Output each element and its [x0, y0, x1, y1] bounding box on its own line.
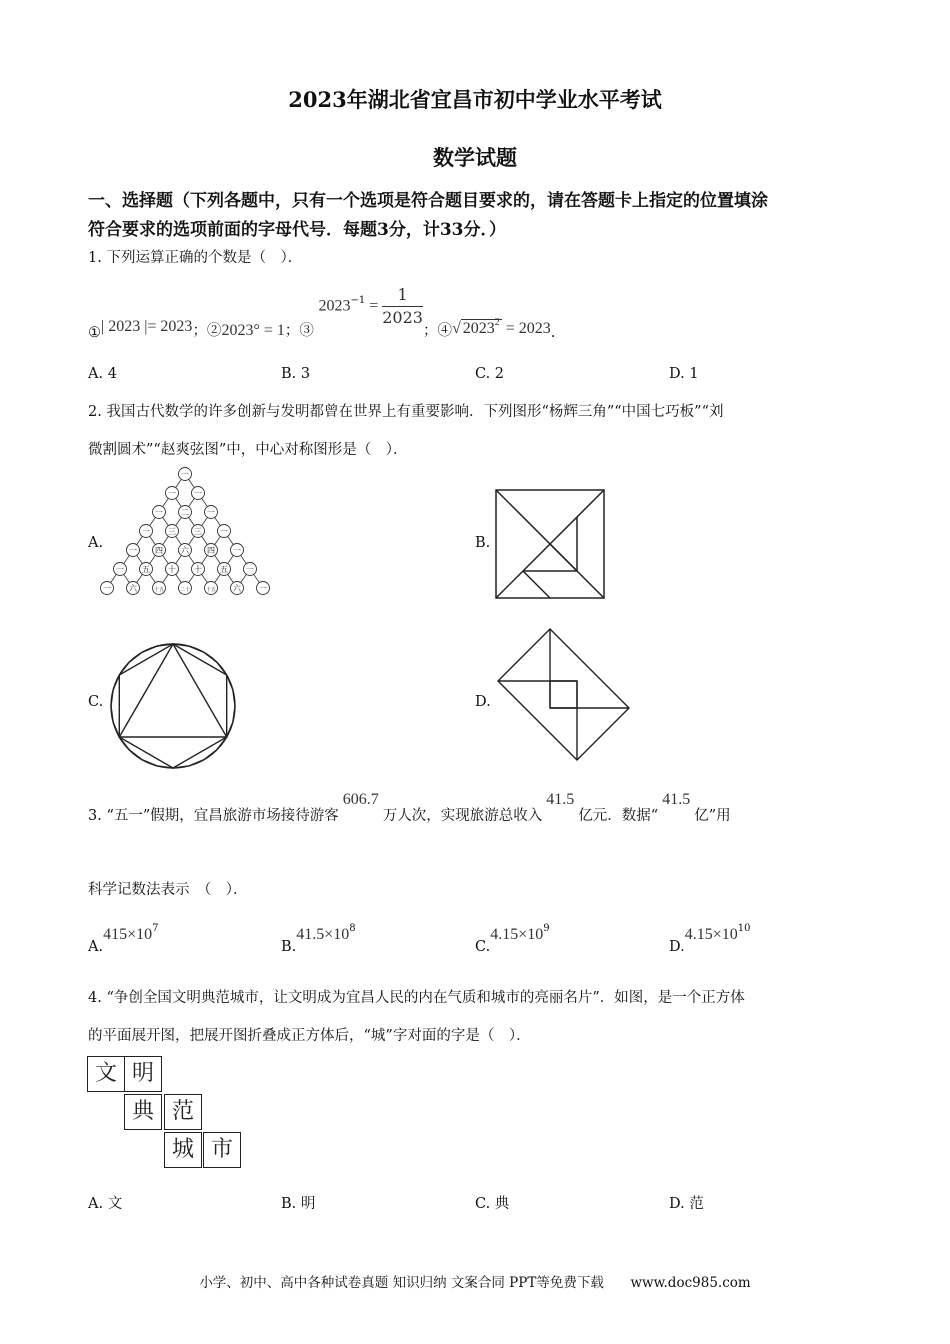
q3-value-visitors: 606.7: [342, 791, 379, 808]
tangram-line: [523, 490, 604, 571]
q3-option-b-mantissa: 41.5×10: [296, 926, 350, 943]
triangle-node-label: 六: [233, 584, 241, 593]
triangle-node-label: 一: [155, 508, 163, 517]
q1-expr3-eq: =: [365, 297, 383, 315]
q3-option-a: [88, 923, 159, 955]
q4-line2: 的平面展开图，把展开图折叠成正方体后，“城”字对面的字是（ ）．: [88, 1028, 531, 1044]
q1-expr4-rhs: = 2023: [501, 319, 551, 337]
q4-option-c: C. 典: [475, 1196, 510, 1212]
section-heading-line1: 一、选择题（下列各题中，只有一个选项是符合题目要求的，请在答题卡上指定的位置填涂: [88, 191, 768, 211]
triangle-node-label: 一: [259, 584, 267, 593]
q1-option-b: B. 3: [281, 366, 311, 382]
net-cell-fan: 范: [164, 1094, 202, 1130]
q3-option-a-exponent: 7: [152, 923, 159, 934]
triangle-node-label: 一: [129, 546, 137, 555]
q1-expr-1: | 2023 |= 2023: [101, 317, 193, 335]
triangle-node-label: 一: [116, 565, 124, 574]
q3-line2: 科学记数法表示 （ ）．: [88, 882, 248, 898]
q3-option-c-label: C.: [475, 939, 491, 955]
net-cell-wen: 文: [87, 1056, 125, 1092]
inscribed-hexagon: [119, 644, 226, 768]
triangle-node-label: 五: [142, 565, 150, 574]
q3-part4: 亿”用: [694, 808, 731, 824]
inner-square: [550, 681, 577, 708]
q2-option-b-label: B.: [475, 535, 491, 551]
q4-option-a: A. 文: [88, 1196, 123, 1212]
q3-option-d-label: D.: [669, 939, 685, 955]
q4-option-d: D. 范: [669, 1196, 704, 1212]
q3-option-b: [281, 923, 356, 955]
triangle-node-label: 四: [155, 546, 163, 555]
q3-value-income: 41.5: [546, 791, 575, 808]
q2-option-c-label: C.: [88, 694, 104, 710]
outer-square: [498, 629, 629, 760]
triangle-node-label: 一: [207, 508, 215, 517]
q3-part1: 3. “五一”假期，宜昌旅游市场接待游客: [88, 808, 339, 824]
q3-option-d: [669, 923, 751, 955]
q1-sqrt-sign: √: [451, 319, 461, 337]
q2-line2: 微割圆术”“赵爽弦图”中，中心对称图形是（ ）．: [88, 442, 408, 458]
yang-hui-triangle-figure: [100, 464, 280, 600]
q3-option-c-exponent: 9: [543, 923, 550, 934]
triangle-node-label: 十: [168, 565, 176, 574]
q4-line1: 4. “争创全国文明典范城市，让文明成为宜昌人民的内在气质和城市的亮丽名片”．如图，是一个正方体: [88, 990, 745, 1006]
q3-option-b-label: B.: [281, 939, 297, 955]
q2-line1: 2. 我国古代数学的许多创新与发明都曾在世界上有重要影响．下列图形“杨辉三角”“中国七巧板”“刘: [88, 404, 724, 420]
q1-expr4-exp: 2: [494, 316, 500, 328]
triangle-node-label: 十: [194, 565, 202, 574]
triangle-node-label: 一: [220, 527, 228, 536]
triangle-node-label: 一: [246, 565, 254, 574]
q3-option-a-label: A.: [88, 939, 104, 955]
triangle-node-label: 十五: [205, 587, 217, 593]
section-heading-line2: 符合要求的选项前面的字母代号．每题3分，计33分．）: [88, 220, 506, 240]
triangle-node-label: 十五: [153, 587, 165, 593]
tangram-figure: [494, 488, 606, 600]
q1-expr3-exp: −1: [350, 294, 366, 306]
q3-value-data: 41.5: [662, 791, 691, 808]
page-subtitle: 数学试题: [433, 145, 517, 170]
triangle-node-label: 一: [194, 489, 202, 498]
q3-part3: 亿元．数据“: [578, 808, 659, 824]
triangle-node-label: 一: [103, 584, 111, 593]
tangram-line: [496, 571, 523, 598]
triangle-node-label: 一: [233, 546, 241, 555]
net-cell-shi: 市: [203, 1132, 241, 1168]
q1-expr-3: [318, 284, 423, 329]
q3-option-a-mantissa: 415×10: [103, 926, 153, 943]
triangle-node-label: 一: [168, 489, 176, 498]
footer-url[interactable]: www.doc985.com: [630, 1275, 751, 1291]
q2-option-a-label: A.: [88, 535, 104, 551]
q2-option-d-label: D.: [475, 694, 491, 710]
q3-line1: [88, 790, 731, 830]
q1-expr-2: 2023° = 1: [221, 321, 285, 339]
triangle-node-label: 三: [194, 527, 202, 536]
q1-option-c: C. 2: [475, 366, 505, 382]
cube-net-figure: [87, 1056, 247, 1172]
net-cell-dian: 典: [124, 1094, 162, 1130]
q1-option-d: D. 1: [669, 366, 699, 382]
q1-end: .: [550, 324, 556, 341]
triangle-node-label: 一: [142, 527, 150, 536]
q1-frac-num: 1: [382, 284, 423, 307]
triangle-node-label: 二: [181, 508, 189, 517]
q1-sep-2: ；③: [284, 322, 314, 339]
q1-fraction: [382, 284, 423, 329]
q1-sep-1: ；②: [192, 322, 222, 339]
q1-circle-1: ①: [88, 324, 101, 341]
page-footer: [0, 1271, 950, 1291]
page-title: 2023年湖北省宜昌市初中学业水平考试: [288, 87, 662, 112]
triangle-node-label: 六: [181, 546, 189, 555]
q1-expression-line: [88, 284, 556, 341]
triangle-node-label: 四: [207, 546, 215, 555]
q1-sep-3: ；④: [422, 322, 452, 339]
q1-expr-4: [461, 316, 502, 337]
triangle-node-label: 二十: [179, 587, 191, 593]
tangram-line: [523, 571, 550, 598]
triangle-node-label: 六: [129, 584, 137, 593]
triangle-node-label: 一: [181, 470, 189, 479]
q1-option-a: A. 4: [88, 366, 117, 382]
tangram-line: [550, 544, 577, 571]
circle-cutting-figure: [107, 640, 239, 772]
q3-option-d-mantissa: 4.15×10: [684, 926, 738, 943]
q1-stem: 1. 下列运算正确的个数是（ ）．: [88, 250, 303, 266]
zhao-shuang-figure: [495, 626, 633, 764]
inscribed-24-gon: [111, 644, 235, 768]
q3-option-c-mantissa: 4.15×10: [490, 926, 544, 943]
q3-option-d-exponent: 10: [737, 923, 751, 934]
triangle-node-label: 三: [168, 527, 176, 536]
footer-text: 小学、初中、高中各种试卷真题 知识归纳 文案合同 PPT等免费下载: [199, 1275, 604, 1291]
q3-option-c: [475, 923, 550, 955]
q1-expr3-base: 2023: [318, 297, 351, 315]
q3-option-b-exponent: 8: [349, 923, 356, 934]
q1-expr4-base: 2023: [462, 319, 495, 337]
net-cell-ming: 明: [124, 1056, 162, 1092]
triangle-node-label: 五: [220, 565, 228, 574]
net-cell-cheng: 城: [164, 1132, 202, 1168]
q3-part2: 万人次，实现旅游总收入: [382, 808, 543, 824]
q4-option-b: B. 明: [281, 1196, 316, 1212]
q1-frac-den: 2023: [382, 308, 423, 327]
